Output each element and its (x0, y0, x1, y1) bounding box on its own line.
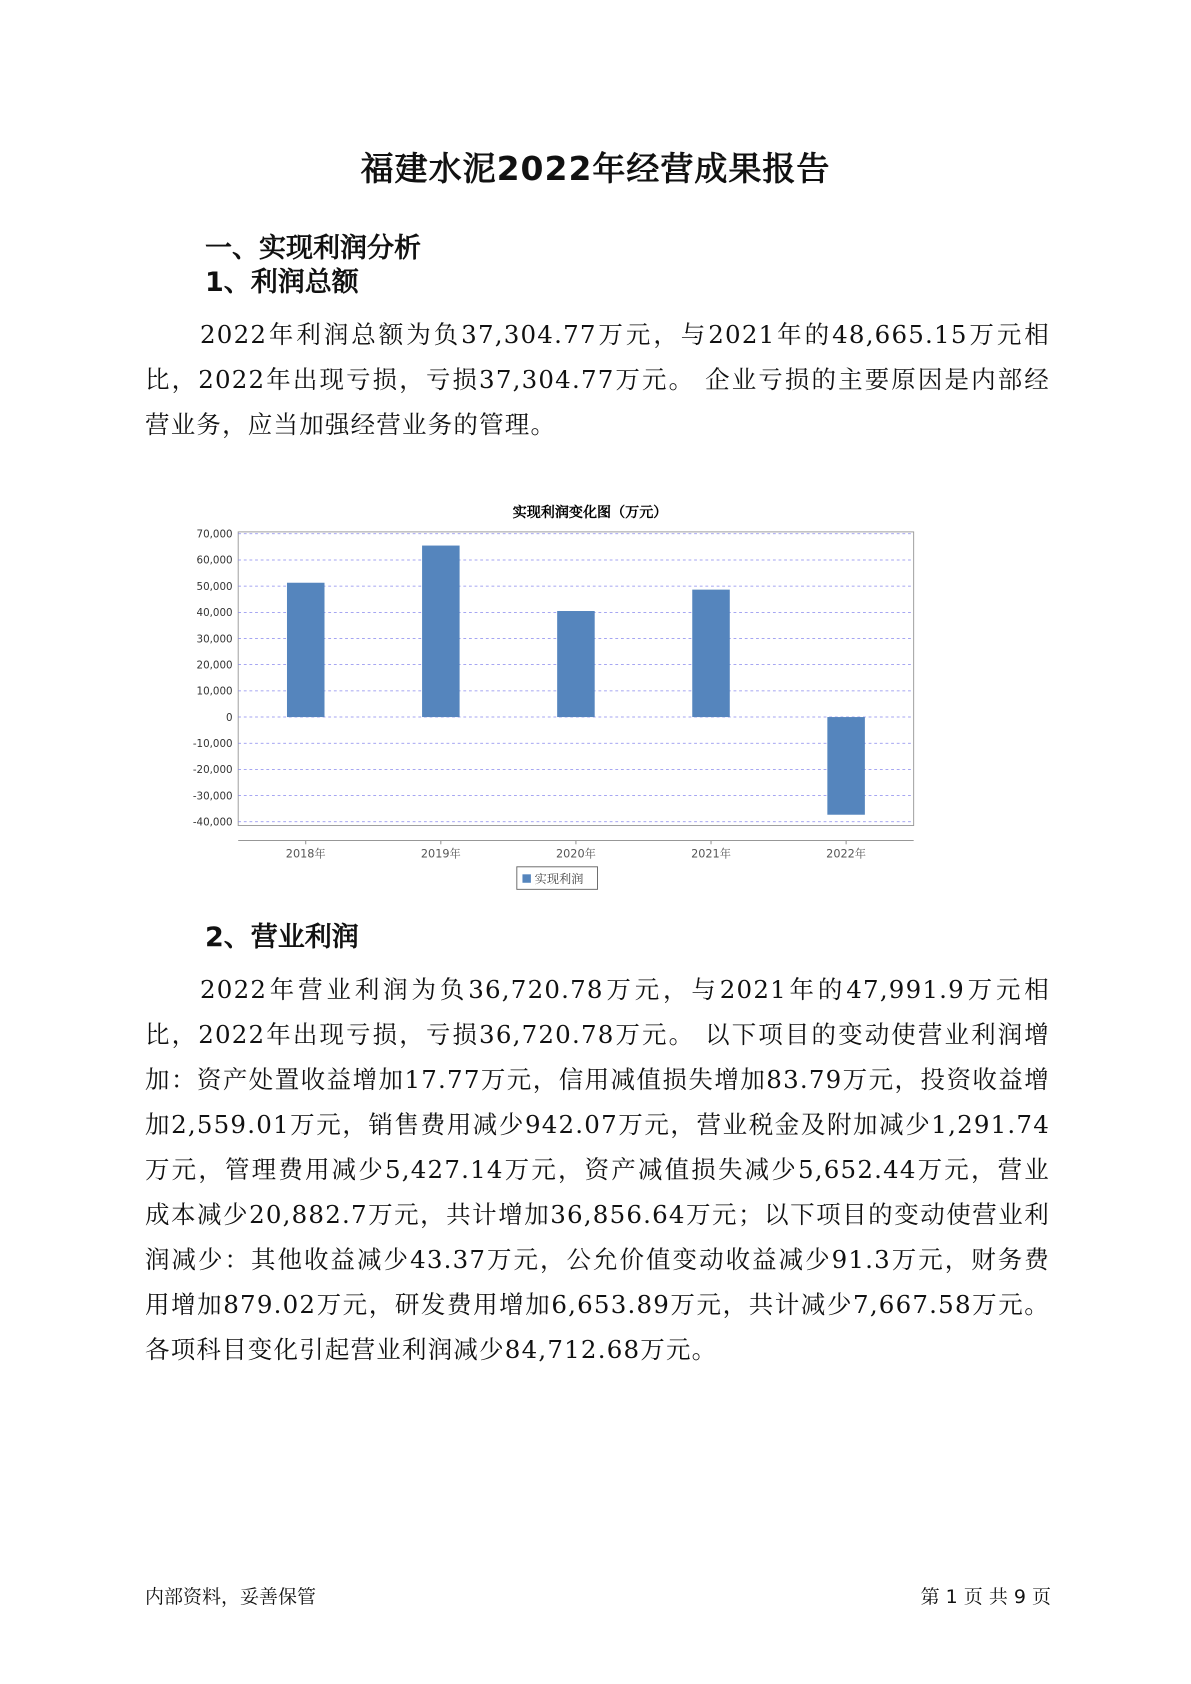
y-tick-label: 30,000 (196, 633, 233, 646)
y-tick-label: 0 (226, 711, 233, 724)
x-tick-label: 2021年 (691, 847, 731, 861)
footer-page-number: 第 1 页 共 9 页 (920, 1586, 1051, 1608)
x-tick-label: 2018年 (285, 847, 326, 861)
page-title: 福建水泥2022年经营成果报告 (360, 149, 831, 188)
profit-chart (160, 500, 1020, 955)
bar (422, 546, 460, 717)
x-tick-label: 2022年 (826, 847, 867, 861)
bar (557, 611, 595, 717)
y-tick-label: -20,000 (192, 764, 233, 777)
subsection-heading-profit-total: 1、利润总额 (205, 267, 359, 298)
legend-label: 实现利润 (534, 871, 584, 886)
x-tick-label: 2019年 (420, 847, 461, 861)
legend-swatch (522, 874, 530, 882)
profit-chart-svg (160, 500, 1020, 955)
bar (692, 590, 730, 717)
chart-title: 实现利润变化图（万元） (512, 504, 668, 521)
bar (287, 583, 325, 717)
x-tick-label: 2020年 (555, 847, 596, 861)
paragraph-profit-total: 2022年利润总额为负37,304.77万元，与2021年的48,665.15万元相比，2022年出现亏损，亏损37,304.77万元。 企业亏损的主要原因是内部经营业务，应当加强经营业务的管理。 (145, 320, 1050, 439)
y-tick-label: -30,000 (192, 790, 233, 803)
y-tick-label: -10,000 (192, 737, 233, 750)
footer-confidential: 内部资料，妥善保管 (145, 1586, 317, 1608)
bar (827, 717, 865, 815)
y-tick-label: 10,000 (196, 685, 233, 698)
y-tick-label: 40,000 (196, 607, 233, 620)
y-tick-label: 50,000 (196, 580, 233, 593)
section-heading: 一、实现利润分析 (205, 233, 421, 264)
y-tick-label: 60,000 (196, 554, 233, 567)
y-tick-label: 20,000 (196, 659, 233, 672)
subsection-heading-operating-profit: 2、营业利润 (205, 922, 359, 953)
y-tick-label: 70,000 (196, 528, 233, 541)
paragraph-operating-profit: 2022年营业利润为负36,720.78万元，与2021年的47,991.9万元相比，2022年出现亏损，亏损36,720.78万元。 以下项目的变动使营业利润增加：资产处置收益增加17.77万元，信用减值损失增加83.79万元，投资收益增加2,559.01万元，销售费用减少942.07万元，营业税金及附加减少1,291.74万元，管理费用减少5,427.14万元，资产减值损失减少5,652.44万元，营业成本减少20,882.7万元，共计增加36,856.64万元；以下项目的变动使营业利润减少：其他收益减少43.37万元，公允价值变动收益减少91.3万元，财务费用增加879.02万元，研发费用增加6,653.89万元，共计减少7,667.58万元。各项科目变化引起营业利润减少84,712.68万元。 (145, 975, 1050, 1364)
y-tick-label: -40,000 (192, 816, 233, 829)
